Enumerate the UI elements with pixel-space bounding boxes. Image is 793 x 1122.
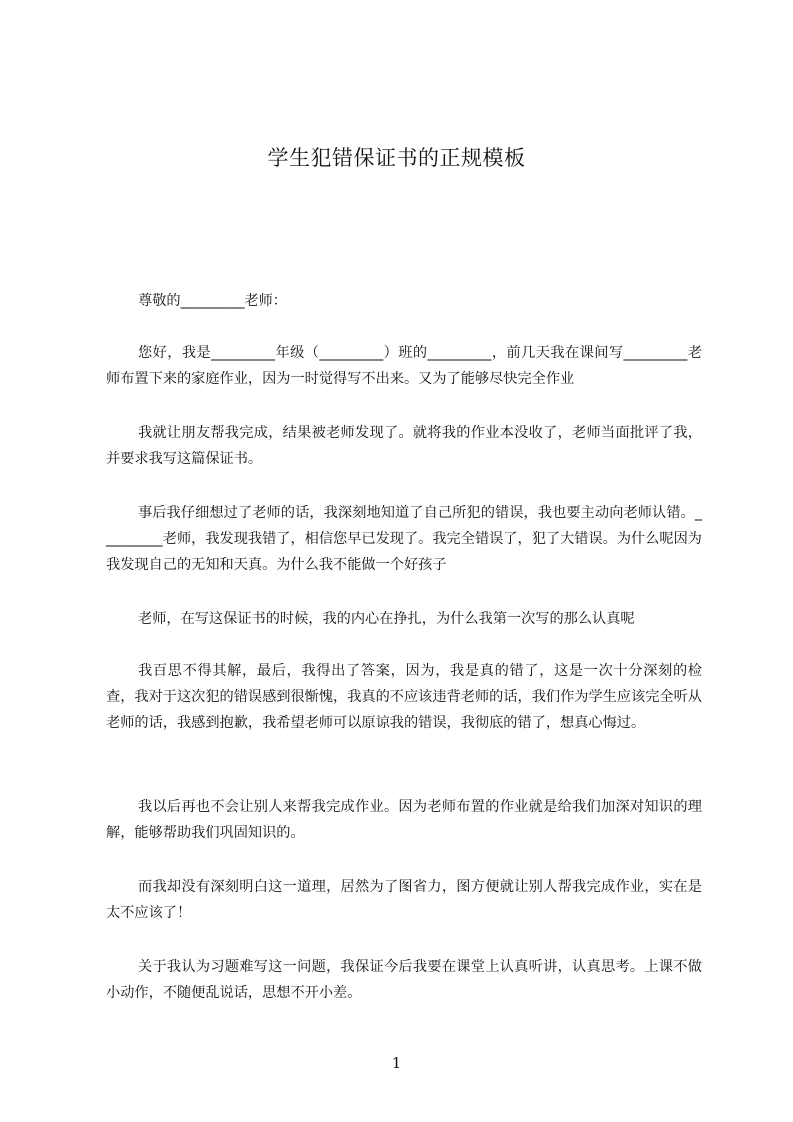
paragraph-4: 老师，在写这保证书的时候，我的内心在挣扎，为什么我第一次写的那么认真呢 [138, 611, 635, 627]
paragraph-7: 而我却没有深刻明白这一道理，居然为了图省力，图方便就让别人帮我完成作业，实在是太不应该了！ [106, 879, 702, 921]
paragraph-8: 关于我认为习题难写这一问题，我保证今后我要在课堂上认真听讲，认真思考。上课不做小动作，不随便乱说话，思想不开小差。 [106, 959, 702, 1001]
salutation: 尊敬的_________老师： [138, 293, 287, 309]
paragraph-5: 我百思不得其解，最后，我得出了答案，因为，我是真的错了，这是一次十分深刻的检查，我对于这次犯的错误感到很惭愧，我真的不应该违背老师的话，我们作为学生应该完全听从老师的话，我感到抱歉，我希望老师可以原谅我的错误，我彻底的错了，想真心悔过。 [106, 663, 702, 731]
paragraph-3: 事后我仔细想过了老师的话，我深刻地知道了自己所犯的错误，我也要主动向老师认错。_________老师，我发现我错了，相信您早已发现了。我完全错误了，犯了大错误。为什么呢因为我发现自己的无知和天真。为什么我不能做一个好孩子 [106, 505, 702, 573]
paragraph-1: 您好，我是_________年级（_________）班的_________，前几天我在课间写_________老师布置下来的家庭作业，因为一时觉得写不出来。又为了能够尽快完全作业 [106, 345, 702, 387]
paragraph-2: 我就让朋友帮我完成，结果被老师发现了。就将我的作业本没收了，老师当面批评了我，并要求我写这篇保证书。 [106, 425, 702, 467]
paragraph-6: 我以后再也不会让别人来帮我完成作业。因为老师布置的作业就是给我们加深对知识的理解，能够帮助我们巩固知识的。 [106, 799, 702, 841]
page-number: 1 [391, 1054, 402, 1072]
document-title: 学生犯错保证书的正规模板 [267, 146, 526, 170]
